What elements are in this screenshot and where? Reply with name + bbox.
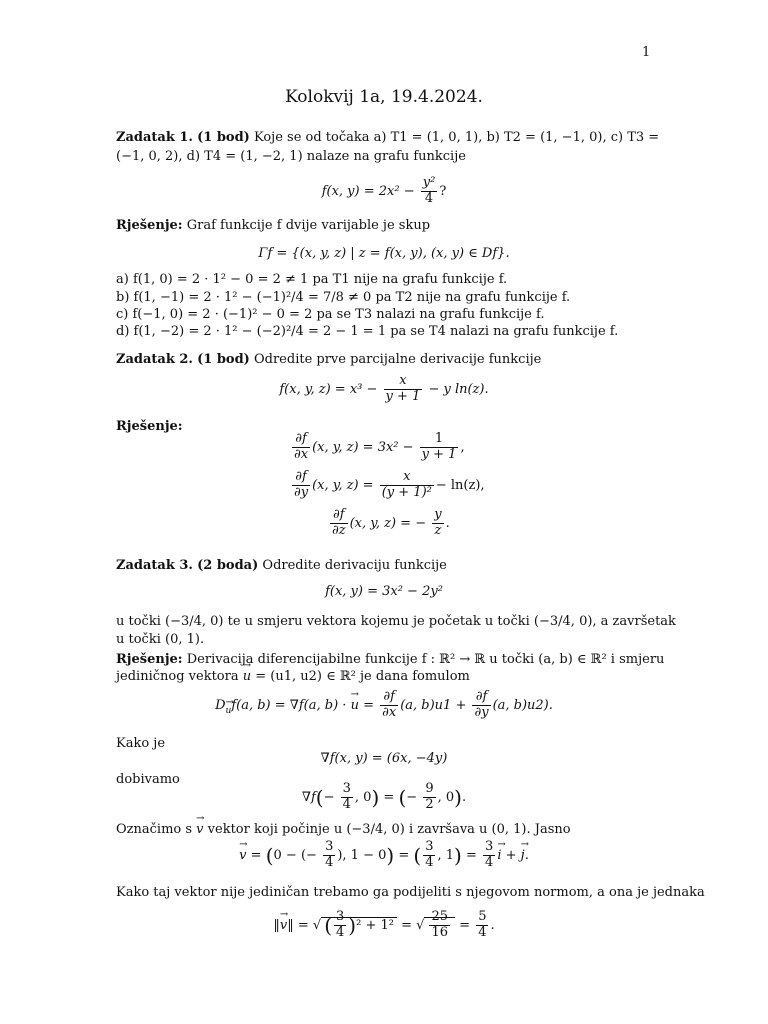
kako-je: Kako je (116, 736, 166, 751)
solution-label: Rješenje: (116, 218, 183, 233)
task-3-formula: f(x, y) = 3x² − 2y² (325, 584, 443, 599)
oznacimo-line: Označimo s → v vektor koji počinje u (−3/4, 0) i završava u (0, 1). Jasno (116, 822, 571, 839)
task-3-solution-line-2: jediničnog vektora → u = (u1, u2) ∈ ℝ² je dana fomulom (116, 669, 470, 686)
gradient-at-point: ∇f(− $\frac{3}{4}$ , 0) = (− $\frac{9}{2}$ , 0). (301, 781, 467, 812)
task-3-label: Zadatak 3. (116, 558, 193, 573)
task-1-solution-line: Rješenje: Graf funkcije f dvije varijable je skup (116, 218, 431, 233)
document-title: Kolokvij 1a, 19.4.2024. (285, 87, 483, 107)
task-1-text-1: Koje se od točaka a) T1 = (1, 0, 1), b) T2 = (1, −1, 0), c) T3 = (253, 130, 660, 145)
kako-taj-line: Kako taj vektor nije jediničan trebamo ga podijeliti s njegovom normom, a ona je jednaka (116, 885, 705, 900)
norm-formula: ‖→ v‖ = √ ( $\frac{3}{4}$ )² + 1² = √ $\frac{25}{16}$ = $\frac{5}{4}$ . (0, 910, 768, 941)
task-1-item-a: a) f(1, 0) = 2 · 1² − 0 = 2 ≠ 1 pa T1 nije na grafu funkcije f. (116, 272, 508, 287)
task-1-points: (1 bod) (197, 130, 250, 145)
task-3-points: (2 boda) (197, 558, 259, 573)
task-2-formula: f(x, y, z) = x³ − $\frac{x}{y + 1}$ − y ln(z). (279, 373, 489, 404)
page-number: 1 (642, 45, 651, 60)
graph-set-formula: Γf = {(x, y, z) | z = f(x, y), (x, y) ∈ Df}. (258, 246, 510, 261)
task-1-label: Zadatak 1. (116, 130, 193, 145)
vector-v: → v (196, 822, 203, 839)
solution-label: Rješenje: (116, 652, 183, 667)
task-3-line: Zadatak 3. (2 boda) Odredite derivaciju funkcije (116, 558, 447, 573)
dobivamo: dobivamo (116, 772, 180, 787)
task-1-formula: f(x, y) = 2x² − $\frac{\text{y²}}{4}$ ? (321, 175, 447, 206)
task-1-line-1 (116, 130, 659, 147)
partial-fy: $\frac{\partial f}{\partial y}$ (x, y, z) = $\frac{x}{\text{(y + 1)²}}$ − ln(z), (294, 469, 485, 500)
fraction: $\frac{x}{y + 1}$ (385, 373, 421, 404)
task-1-item-c: c) f(−1, 0) = 2 · (−1)² − 0 = 2 pa se T3 nalazi na grafu funkcije f. (116, 307, 545, 322)
task-1-item-b: b) f(1, −1) = 2 · 1² − (−1)²/4 = 7/8 ≠ 0 pa T2 nije na grafu funkcije f. (116, 290, 571, 305)
task-3-text-2: u točki (0, 1). (116, 632, 205, 647)
task-1-item-d: d) f(1, −2) = 2 · 1² − (−2)²/4 = 2 − 1 = 1 pa se T4 nalazi na grafu funkcije f. (116, 324, 619, 339)
task-2-solution-label: Rješenje: (116, 419, 183, 434)
task-3-solution-line-1: Rješenje: Derivacija diferencijabilne funkcije f : ℝ² → ℝ u točki (a, b) ∈ ℝ² i smjeru (116, 652, 665, 667)
fraction: $\frac{\text{y²}}{4}$ (422, 175, 436, 206)
partial-fx: $\frac{\partial f}{\partial x}$ (x, y, z) = 3x² − $\frac{1}{y + 1}$ , (294, 431, 465, 462)
vector-v-formula: → v = (0 − (− $\frac{3}{4}$ ), 1 − 0) = ( $\frac{3}{4}$ , 1) = $\frac{3}{4}$ → i + → j. (0, 840, 768, 871)
directional-derivative-formula: D→ $_u$f(a, b) = ∇f(a, b) · → u = $\frac{\partial f}{\partial x}$ (a, b)u1 + $\frac{\partial f}{\partial y}$ (a, b)u2). (0, 690, 768, 721)
task-2-points: (1 bod) (197, 352, 250, 367)
task-2-label: Zadatak 2. (116, 352, 193, 367)
task-3-text-1: u točki (−3/4, 0) te u smjeru vektora kojemu je početak u točki (−3/4, 0), a završetak (116, 614, 676, 629)
gradient-formula: ∇f(x, y) = (6x, −4y) (320, 751, 448, 766)
partial-fz: $\frac{\partial f}{\partial z}$ (x, y, z) = − $\frac{y}{z}$ . (332, 507, 450, 538)
task-1-line-2: (−1, 0, 2), d) T4 = (1, −2, 1) nalaze na grafu funkcije (116, 149, 466, 164)
vector-u: → u (243, 669, 251, 686)
task-2-line: Zadatak 2. (1 bod) Odredite prve parcijalne derivacije funkcije (116, 352, 542, 367)
